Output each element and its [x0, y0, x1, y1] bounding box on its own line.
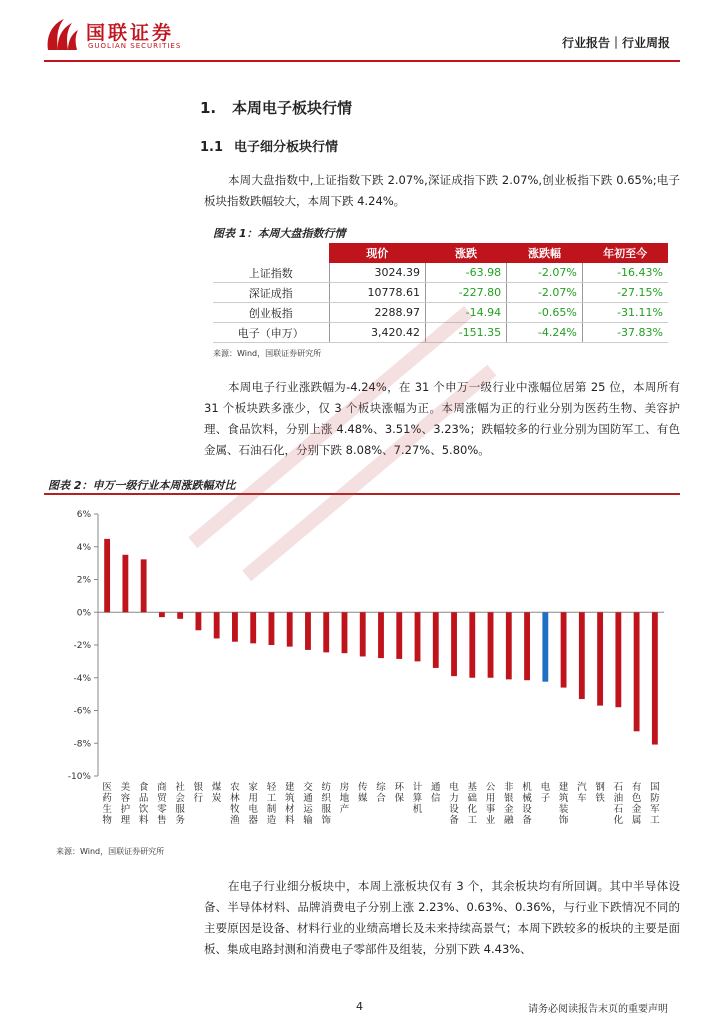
category-label-char: 金: [504, 804, 514, 815]
category-label-char: 械: [522, 793, 532, 804]
y-tick-label: 2%: [76, 575, 91, 586]
category-label-char: 地: [339, 793, 350, 804]
category-label-char: 银: [504, 793, 514, 804]
category-label-char: 料: [138, 815, 149, 826]
guolian-logo-icon: [44, 16, 80, 54]
category-label-char: 家: [248, 782, 258, 793]
category-label-char: 医: [102, 782, 112, 793]
category-label-char: 设: [522, 804, 532, 815]
category-label-char: 信: [431, 793, 441, 804]
category-label-char: 用: [485, 793, 496, 804]
category-label-char: 炭: [211, 793, 222, 804]
category-label-char: 铁: [595, 793, 605, 804]
category-label-char: 渔: [230, 815, 240, 826]
category-label-char: 公: [485, 782, 496, 793]
y-tick-label: 6%: [76, 510, 91, 520]
category-label-char: 传: [357, 782, 368, 793]
table-cell: 3,420.42: [329, 323, 425, 343]
table-cell: -16.43%: [582, 263, 668, 283]
bar: [122, 555, 128, 612]
subsection-title: 电子细分板块行情: [234, 140, 339, 155]
category-label-char: 环: [394, 782, 405, 793]
table-cell: -63.98: [425, 263, 506, 283]
figure-2-source: 来源：Wind，国联证券研究所: [56, 847, 165, 856]
table-header-cell: 涨跌: [425, 243, 506, 263]
bar: [579, 612, 585, 699]
category-label-char: 工: [266, 793, 277, 804]
category-label-char: 林: [230, 793, 240, 804]
category-label-char: 服: [321, 804, 331, 815]
category-label-char: 输: [303, 815, 313, 826]
figure-1-source: 来源：Wind，国联证券研究所: [213, 349, 322, 358]
table-cell: 2288.97: [329, 303, 425, 323]
subsection-number: 1.1: [200, 140, 224, 155]
category-label-char: 容: [120, 793, 131, 804]
category-label-char: 饮: [138, 804, 149, 815]
category-label-char: 物: [102, 815, 112, 826]
table-cell: -0.65%: [507, 303, 583, 323]
category-label-char: 金: [631, 804, 642, 815]
logo-subtext: GUOLIAN SECURITIES: [88, 42, 182, 50]
category-label-char: 品: [138, 793, 149, 804]
category-label-char: 算: [412, 793, 423, 804]
table-cell: -2.07%: [507, 283, 583, 303]
page-number: 4: [356, 1000, 363, 1013]
table-cell: -227.80: [425, 283, 506, 303]
category-label-char: 服: [175, 804, 185, 815]
table-header-cell: 涨跌幅: [507, 243, 583, 263]
category-label-char: 机: [522, 782, 532, 793]
category-label-char: 色: [631, 793, 642, 804]
category-label-char: 护: [120, 804, 131, 815]
category-label-char: 钢: [595, 782, 605, 793]
category-label-char: 纺: [321, 782, 331, 793]
category-label-char: 属: [631, 815, 642, 826]
table-cell: -27.15%: [582, 283, 668, 303]
category-label-char: 础: [467, 793, 478, 804]
watermark-stamp: [150, 250, 550, 650]
category-label-char: 筑: [284, 793, 295, 804]
table-cell: 3024.39: [329, 263, 425, 283]
category-label-char: 计: [412, 782, 423, 793]
category-label-char: 食: [138, 782, 149, 793]
category-label-char: 油: [613, 793, 624, 804]
table-cell: -4.24%: [507, 323, 583, 343]
figure-1-title: 图表 1：本周大盘指数行情: [213, 225, 668, 245]
table-cell: 创业板指: [213, 303, 329, 323]
category-label-char: 备: [522, 815, 532, 826]
category-label-char: 电: [248, 804, 258, 815]
category-label-char: 防: [650, 793, 660, 804]
category-label-char: 饰: [558, 815, 569, 826]
table-cell: -37.83%: [582, 323, 668, 343]
report-category: 行业报告｜行业周报: [561, 36, 670, 50]
category-label-char: 美: [120, 782, 131, 793]
category-label-char: 筑: [558, 793, 569, 804]
y-tick-label: -4%: [73, 673, 91, 684]
table-header-cell: 现价: [329, 243, 425, 263]
category-label-char: 设: [449, 804, 459, 815]
table-cell: 电子（申万）: [213, 323, 329, 343]
category-label-char: 会: [175, 793, 185, 804]
y-tick-label: 0%: [76, 608, 91, 619]
category-label-char: 房: [339, 782, 350, 793]
category-label-char: 合: [376, 793, 386, 804]
category-label-char: 工: [467, 815, 478, 826]
category-label-char: 业: [485, 815, 496, 826]
y-tick-label: -2%: [73, 641, 91, 651]
category-label-char: 贸: [157, 793, 167, 804]
category-label-char: 煤: [211, 782, 222, 793]
category-label-char: 汽: [577, 782, 587, 793]
category-label-char: 用: [248, 793, 258, 804]
category-label-char: 装: [558, 804, 569, 815]
category-label-char: 融: [504, 815, 514, 826]
category-label-char: 产: [339, 804, 350, 815]
category-label-char: 务: [175, 815, 185, 826]
category-label-char: 力: [449, 793, 459, 804]
figure-2-title: 图表 2：申万一级行业本周涨跌幅对比: [48, 479, 236, 492]
category-label-char: 银: [193, 782, 204, 793]
table-cell: -14.94: [425, 303, 506, 323]
table-header-cell: 年初至今: [582, 243, 668, 263]
header-divider: [44, 60, 680, 62]
paragraph-industry: 本周电子行业涨跌幅为-4.24%，在 31 个申万一级行业中涨幅位居第 25 位，本周所有 31 个板块跌多涨少，仅 3 个板块涨幅为正。本周涨幅为正的行业分别为医药生物、美容护理、食品饮料，分别上涨 4.48%、3.51%、3.23%；跌幅较多的行业分别为国防军工、有色金属、石油石化，分别下跌 8.08%、7.27%、5.80%。: [204, 380, 680, 457]
table-cell: 10778.61: [329, 283, 425, 303]
category-label-char: 交: [303, 782, 313, 793]
category-label-char: 牧: [230, 804, 240, 815]
category-label-char: 媒: [357, 793, 368, 804]
subsection-heading: [200, 136, 338, 155]
paragraph-subsectors: 在电子行业细分板块中，本周上涨板块仅有 3 个，其余板块均有所回调。其中半导体设备、半导体材料、品牌消费电子分别上涨 2.23%、0.63%、0.36%，与行业下跌情况不同的主要原因是设备、材料行业的业绩高增长及未来持续高景气；本周下跌较多的板块的主要是面板、集成电路封测和消费电子零部件及组装，分别下跌 4.43%、: [204, 879, 680, 956]
y-tick-label: -8%: [73, 739, 91, 750]
category-label-char: 农: [230, 782, 240, 793]
section-number: 1.: [200, 99, 217, 117]
category-label-char: 机: [412, 804, 423, 815]
table-cell: -151.35: [425, 323, 506, 343]
category-label-char: 织: [321, 793, 331, 804]
category-label-char: 基: [467, 782, 478, 793]
category-label-char: 运: [303, 804, 313, 815]
category-label-char: 零: [157, 804, 167, 815]
category-label-char: 事: [485, 804, 496, 815]
bar: [561, 612, 567, 687]
table-cell: -2.07%: [507, 263, 583, 283]
category-label-char: 售: [157, 815, 167, 826]
category-label-char: 军: [650, 804, 660, 815]
category-label-char: 车: [577, 793, 587, 804]
category-label-char: 电: [449, 782, 459, 793]
category-label-char: 器: [248, 815, 258, 826]
bar: [652, 612, 658, 744]
logo-text: 国联证券: [86, 22, 175, 44]
category-label-char: 行: [193, 793, 204, 804]
category-label-char: 轻: [266, 782, 277, 793]
category-label-char: 制: [266, 804, 277, 815]
table-cell: -31.11%: [582, 303, 668, 323]
table-cell: 深证成指: [213, 283, 329, 303]
category-label-char: 子: [540, 793, 551, 804]
category-label-char: 工: [650, 815, 660, 826]
category-label-char: 综: [376, 782, 386, 793]
category-label-char: 饰: [321, 815, 331, 826]
bar: [597, 612, 603, 705]
category-label-char: 通: [303, 793, 313, 804]
category-label-char: 通: [431, 782, 441, 793]
category-label-char: 社: [175, 782, 185, 793]
category-label-char: 商: [157, 782, 167, 793]
category-label-char: 电: [540, 782, 551, 793]
category-label-char: 料: [284, 815, 295, 826]
category-label-char: 石: [613, 804, 624, 815]
table-cell: 上证指数: [213, 263, 329, 283]
category-label-char: 建: [284, 782, 295, 793]
category-label-char: 化: [613, 815, 624, 826]
category-label-char: 非: [504, 782, 514, 793]
bar: [615, 612, 621, 707]
section-title: 本周电子板块行情: [232, 99, 353, 117]
bar: [141, 559, 147, 612]
category-label-char: 国: [650, 782, 660, 793]
bar: [634, 612, 640, 731]
category-label-char: 生: [102, 804, 112, 815]
category-label-char: 造: [266, 815, 277, 826]
category-label-char: 备: [449, 815, 459, 826]
bar: [104, 539, 110, 612]
category-label-char: 药: [102, 793, 112, 804]
category-label-char: 有: [631, 782, 642, 793]
y-tick-label: -10%: [67, 772, 91, 782]
footer-disclaimer: 请务必阅读报告末页的重要声明: [528, 1004, 668, 1015]
section-heading: [200, 97, 352, 118]
y-tick-label: 4%: [76, 542, 91, 553]
category-label-char: 理: [120, 815, 131, 826]
category-label-char: 化: [467, 804, 478, 815]
category-label-char: 保: [394, 793, 405, 804]
category-label-char: 材: [284, 804, 295, 815]
category-label-char: 建: [558, 782, 569, 793]
y-tick-label: -6%: [73, 706, 91, 717]
paragraph-market: 本周大盘指数中,上证指数下跌 2.07%,深证成指下跌 2.07%,创业板指下跌 0.65%;电子板块指数跌幅较大，本周下跌 4.24%。: [204, 173, 680, 208]
category-label-char: 石: [613, 782, 624, 793]
